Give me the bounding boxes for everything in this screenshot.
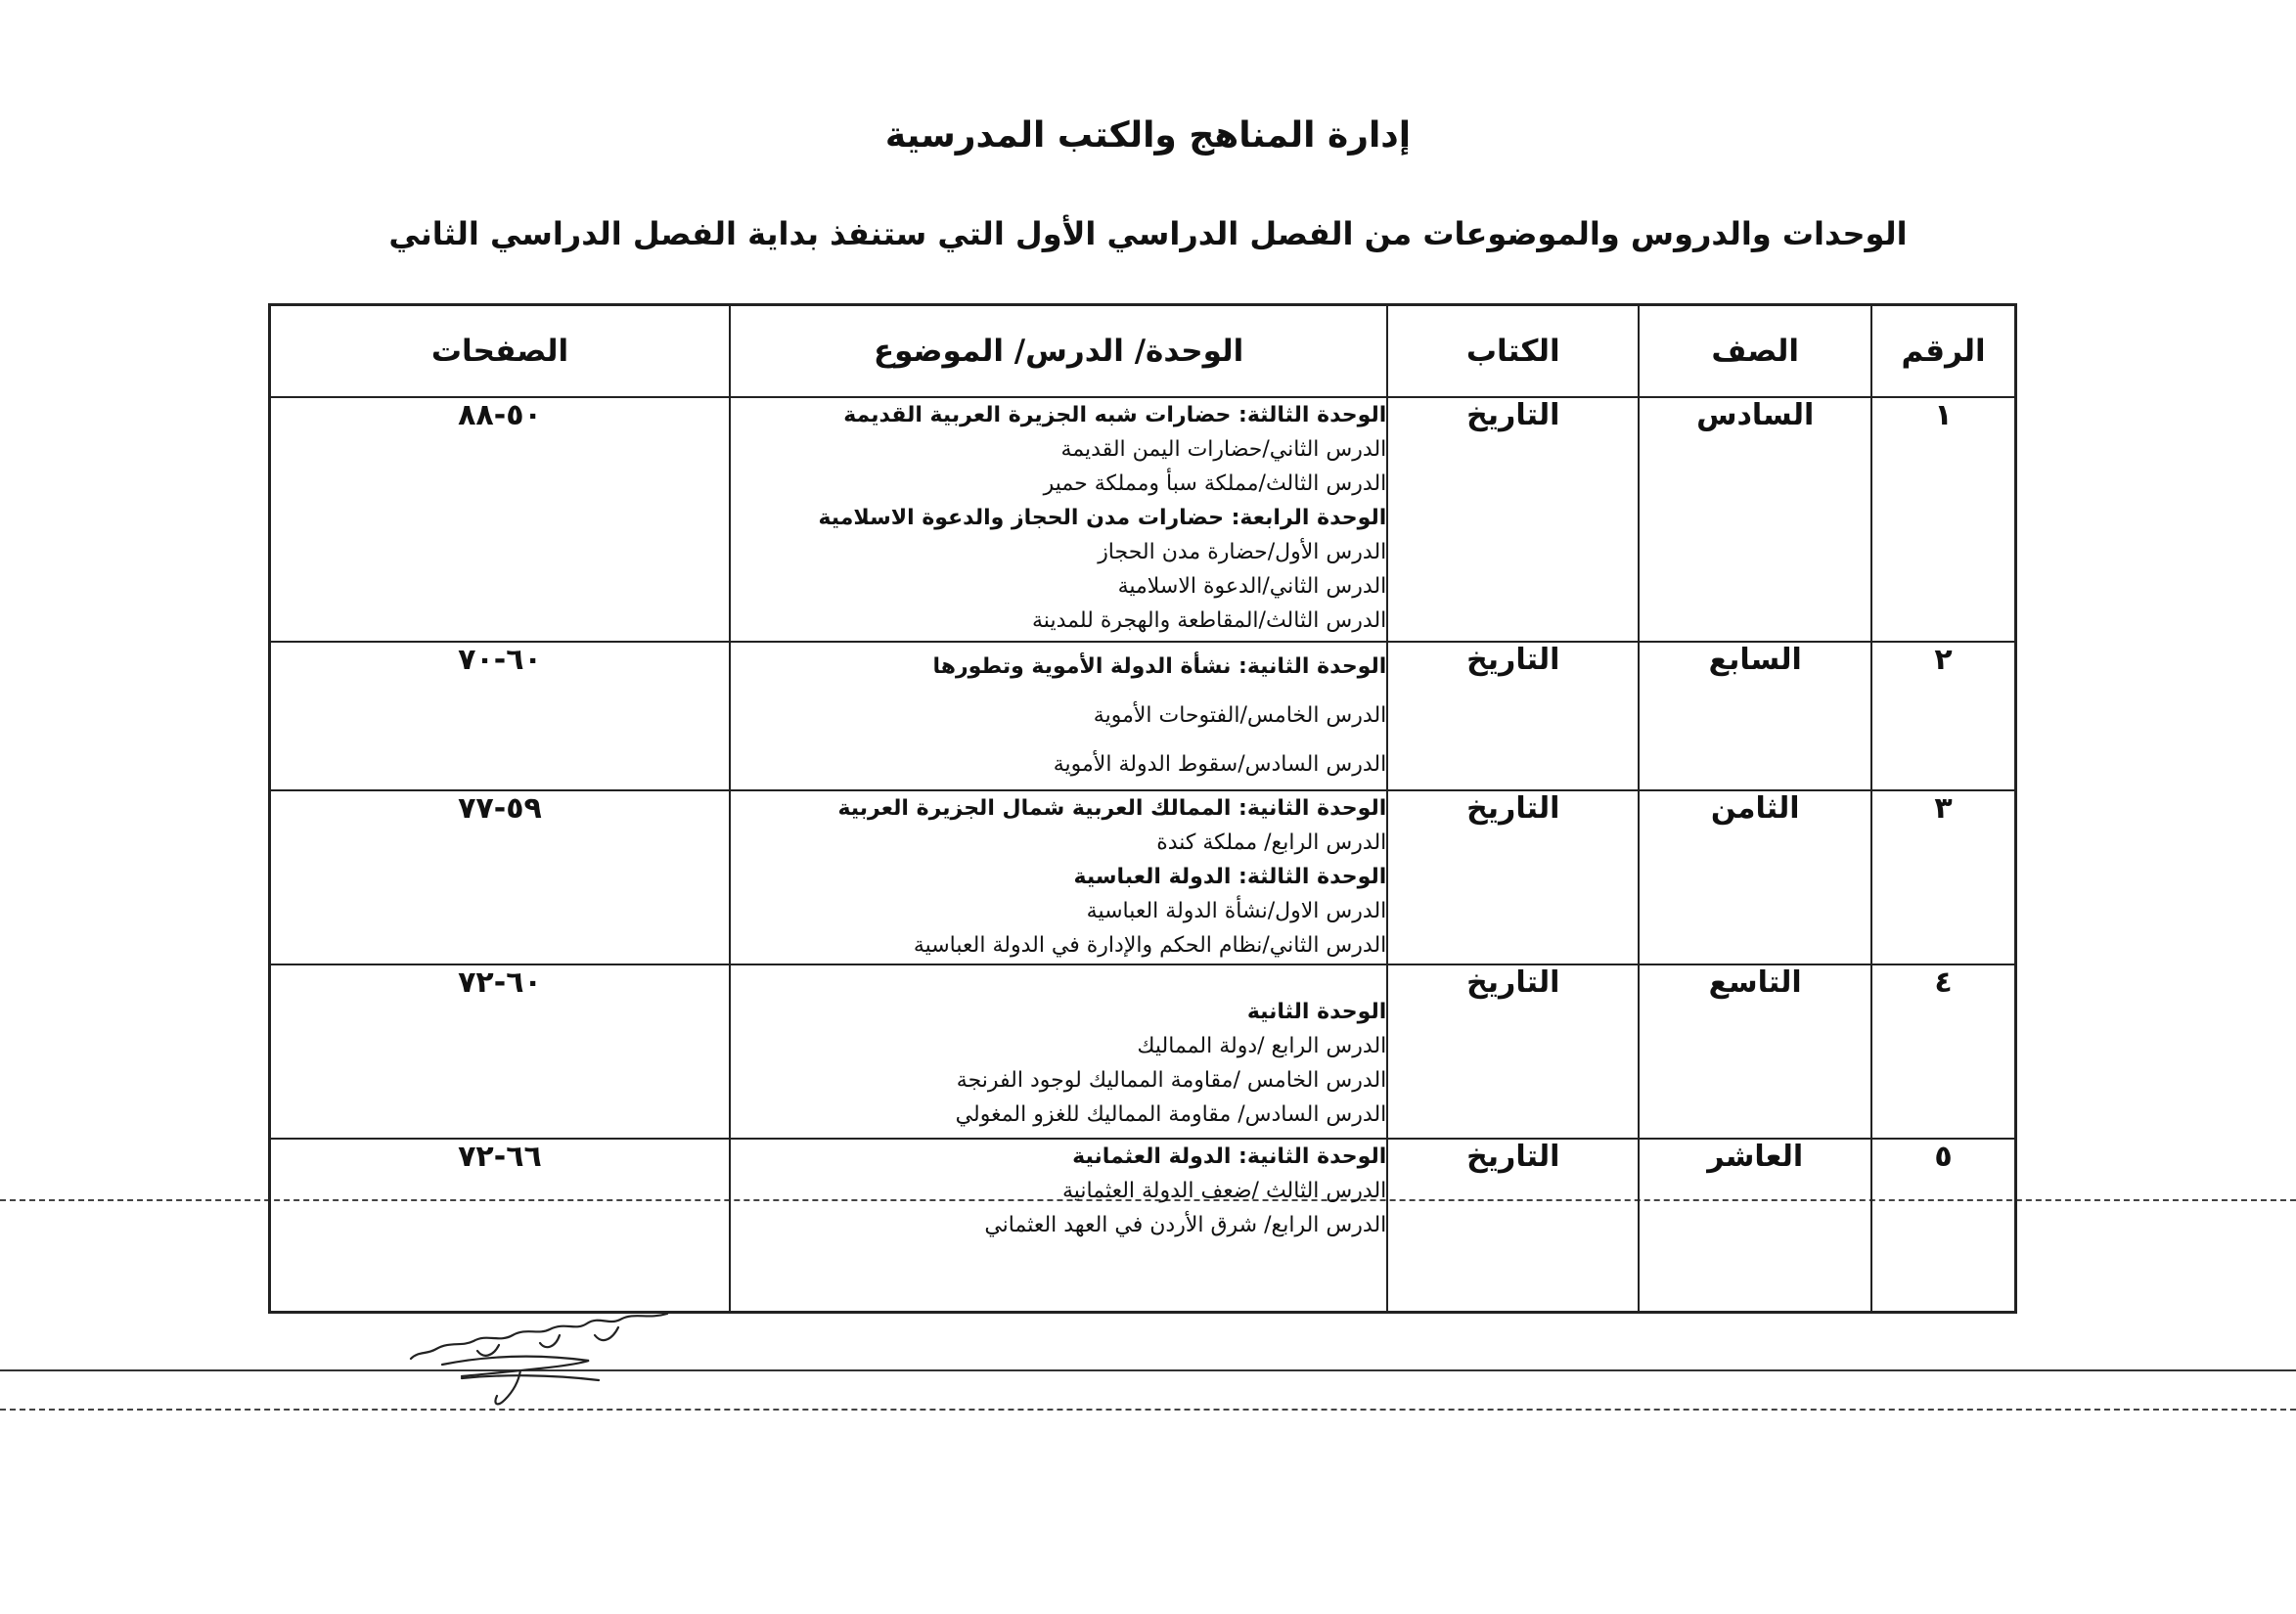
topic-line: الدرس الثالث /ضعف الدولة العثمانية — [1061, 1179, 1387, 1203]
column-header-topic: الوحدة/ الدرس/ الموضوع — [730, 305, 1387, 398]
document-title: الوحدات والدروس والموضوعات من الفصل الدراسي الأول التي ستنفذ بداية الفصل الدراسي الثاني — [388, 215, 1908, 252]
row-book: التاريخ — [1387, 790, 1639, 964]
table-header-row — [270, 305, 2016, 398]
row-book: التاريخ — [1387, 1139, 1639, 1312]
row-grade: السادس — [1639, 397, 1871, 642]
column-header-book: الكتاب — [1387, 305, 1639, 398]
topic-line: الدرس الخامس /مقاومة المماليك لوجود الفرنجة — [956, 1068, 1387, 1093]
column-header-number: الرقم — [1871, 305, 2015, 398]
row-book: التاريخ — [1387, 964, 1639, 1139]
scan-line-bottom — [0, 1409, 2296, 1411]
handwritten-signature — [403, 1306, 687, 1423]
topic-line: الوحدة الثانية: الدولة العثمانية — [1072, 1144, 1387, 1169]
topic-line: الدرس الخامس/الفتوحات الأموية — [1093, 703, 1387, 728]
topic-line: الدرس الأول/حضارة مدن الحجاز — [1098, 540, 1387, 564]
topic-line: الدرس السادس/سقوط الدولة الأموية — [1053, 752, 1387, 777]
topic-line: الوحدة الثالثة: الدولة العباسية — [1073, 865, 1387, 889]
department-title: إدارة المناهج والكتب المدرسية — [884, 115, 1412, 156]
row-pages: ٦٦-٧٢ — [270, 1139, 730, 1312]
topic-line: الدرس الثالث/مملكة سبأ ومملكة حمير — [1043, 471, 1387, 496]
row-number: ٤ — [1871, 964, 2015, 1139]
row-number: ٢ — [1871, 642, 2015, 790]
row-pages: ٥٠-٨٨ — [270, 397, 730, 642]
topic-line: الوحدة الثانية — [1246, 1000, 1387, 1024]
row-topics — [730, 642, 1387, 790]
table-row — [270, 642, 2016, 790]
topic-line: الدرس الثاني/حضارات اليمن القديمة — [1060, 437, 1387, 462]
row-grade: التاسع — [1639, 964, 1871, 1139]
topic-line: الدرس الرابع/ شرق الأردن في العهد العثماني — [984, 1213, 1387, 1237]
row-number: ١ — [1871, 397, 2015, 642]
row-pages: ٦٠-٧٢ — [270, 964, 730, 1139]
row-number: ٥ — [1871, 1139, 2015, 1312]
topic-line: الدرس الاول/نشأة الدولة العباسية — [1086, 899, 1387, 923]
topic-line: الوحدة الثالثة: حضارات شبه الجزيرة العربية القديمة — [843, 403, 1387, 427]
row-number: ٣ — [1871, 790, 2015, 964]
table-row — [270, 397, 2016, 642]
topic-line: الدرس الثاني/نظام الحكم والإدارة في الدولة العباسية — [913, 933, 1387, 958]
row-grade: السابع — [1639, 642, 1871, 790]
table-row — [270, 964, 2016, 1139]
column-header-grade: الصف — [1639, 305, 1871, 398]
row-topics — [730, 397, 1387, 642]
topic-line: الوحدة الثانية: نشأة الدولة الأموية وتطورها — [932, 654, 1387, 679]
row-book: التاريخ — [1387, 642, 1639, 790]
topic-line: الدرس الثاني/الدعوة الاسلامية — [1117, 574, 1387, 599]
topic-line: الدرس الرابع/ مملكة كندة — [1156, 830, 1387, 855]
curriculum-table — [268, 303, 2017, 1314]
row-pages: ٥٩-٧٧ — [270, 790, 730, 964]
topic-line: الوحدة الرابعة: حضارات مدن الحجاز والدعوة الاسلامية — [818, 506, 1387, 530]
topic-line: الدرس الثالث/المقاطعة والهجرة للمدينة — [1032, 608, 1387, 633]
row-topics — [730, 1139, 1387, 1312]
row-pages: ٦٠-٧٠ — [270, 642, 730, 790]
table-row — [270, 1139, 2016, 1312]
table-row — [270, 790, 2016, 964]
scan-line-middle — [0, 1369, 2296, 1371]
row-topics — [730, 790, 1387, 964]
row-topics — [730, 964, 1387, 1139]
row-book: التاريخ — [1387, 397, 1639, 642]
column-header-pages: الصفحات — [270, 305, 730, 398]
topic-line: الوحدة الثانية: الممالك العربية شمال الجزيرة العربية — [837, 796, 1387, 821]
topic-line: الدرس الرابع /دولة المماليك — [1137, 1034, 1387, 1058]
topic-line: الدرس السادس/ مقاومة المماليك للغزو المغولي — [955, 1102, 1387, 1127]
row-grade: العاشر — [1639, 1139, 1871, 1312]
row-grade: الثامن — [1639, 790, 1871, 964]
